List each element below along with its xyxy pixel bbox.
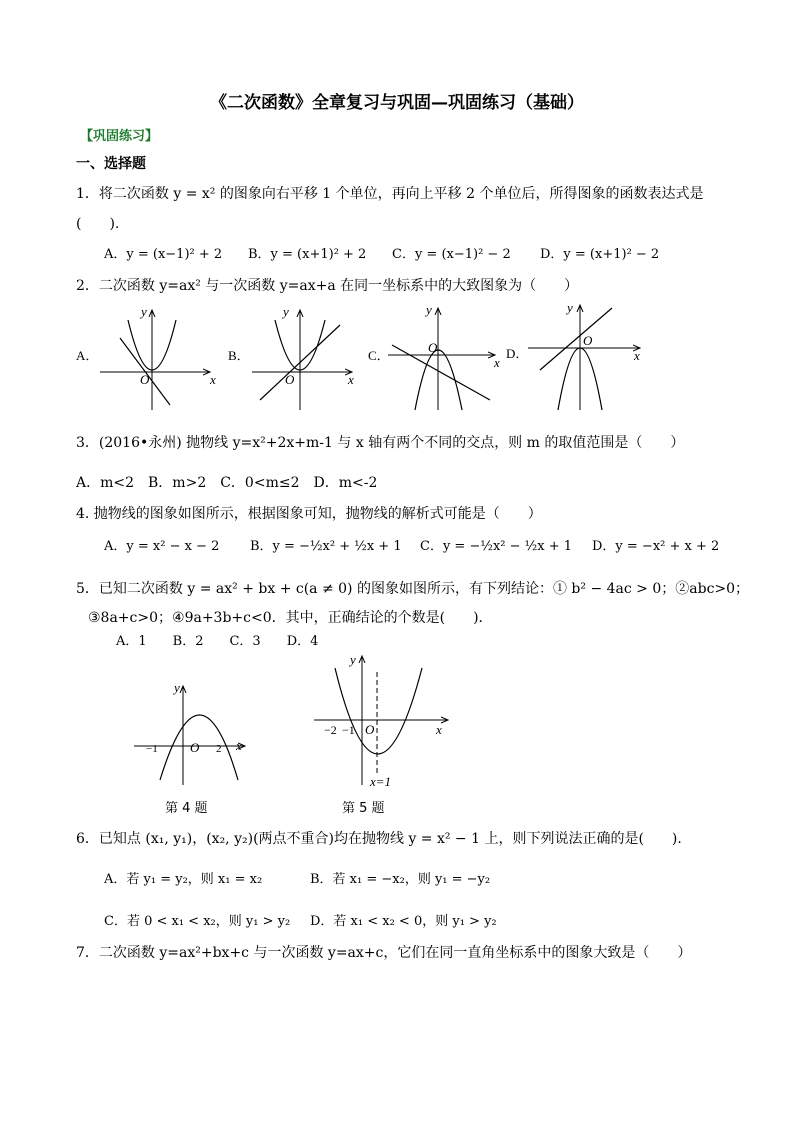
figure-4-caption: 第 4 题 — [165, 801, 208, 816]
question-4-text: 4. 抛物线的图象如图所示，根据图象可知，抛物线的解析式可能是（ ） — [76, 506, 542, 522]
q4-option-a: A．y = x² − x − 2 — [104, 539, 220, 554]
svg-text:x=1: x=1 — [370, 774, 392, 789]
q4-option-b: B．y = −½x² + ½x + 1 — [250, 539, 402, 554]
q4-option-d: D．y = −x² + x + 2 — [592, 539, 720, 554]
q2-figure-c — [368, 302, 500, 410]
svg-text:y: y — [283, 304, 289, 319]
svg-text:x: x — [436, 722, 442, 737]
svg-text:O: O — [428, 340, 438, 355]
question-1-paren: ( ). — [76, 216, 120, 232]
svg-text:x: x — [236, 738, 242, 753]
fig5-parabola — [335, 668, 422, 754]
section-tag: 【巩固练习】 — [80, 129, 159, 144]
q1-option-d: D．y = (x+1)² − 2 — [540, 247, 660, 262]
svg-text:y: y — [350, 652, 356, 667]
svg-text:y: y — [567, 300, 573, 315]
svg-text:x: x — [210, 372, 216, 387]
svg-text:O: O — [365, 722, 375, 737]
q6-option-b: B．若 x₁ = −x₂，则 y₁ = −y₂ — [310, 872, 491, 887]
q1-option-c: C．y = (x−1)² − 2 — [392, 247, 511, 262]
svg-text:y: y — [141, 304, 147, 319]
q2-label-c: C． — [368, 348, 390, 363]
figure-5-caption: 第 5 题 — [342, 801, 385, 816]
question-1-text: 1．将二次函数 y = x² 的图象向右平移 1 个单位，再向上平移 2 个单位后，所得图象的函数表达式是 — [76, 186, 704, 202]
q2-figure-b — [228, 304, 354, 410]
q1-option-b: B．y = (x+1)² + 2 — [248, 247, 367, 262]
svg-text:x: x — [348, 372, 354, 387]
question-3-text: 3．(2016•永州) 抛物线 y=x²+2x+m-1 与 x 轴有两个不同的交点，则 m 的取值范围是（ ） — [76, 435, 685, 451]
q6-option-d: D．若 x₁ < x₂ < 0，则 y₁ > y₂ — [310, 914, 497, 929]
question-7-text: 7．二次函数 y=ax²+bx+c 与一次函数 y=ax+c，它们在同一直角坐标系中的图象大致是（ ） — [76, 945, 692, 961]
q2-label-b: B． — [228, 348, 250, 363]
question-5-options: A．1 B．2 C．3 D．4 — [116, 634, 319, 649]
svg-text:−1: −1 — [342, 723, 355, 737]
q1-option-a: A．y = (x−1)² + 2 — [104, 247, 223, 262]
svg-text:y: y — [426, 302, 432, 317]
q2-label-a: A． — [76, 348, 99, 363]
q4-option-c: C．y = −½x² − ½x + 1 — [420, 539, 573, 554]
figure-4 — [130, 680, 250, 790]
q2d-line — [540, 308, 612, 370]
question-5-text: 5．已知二次函数 y = ax² + bx + c(a ≠ 0) 的图象如图所示，有下列结论：① b² − 4ac > 0；②abc>0； — [76, 581, 750, 597]
q2c-line — [392, 345, 490, 400]
svg-text:O: O — [140, 372, 150, 387]
question-3-options: A．m<2 B．m>2 C．0<m≤2 D．m<-2 — [76, 475, 378, 491]
svg-text:2: 2 — [216, 743, 222, 755]
svg-text:−1: −1 — [146, 743, 158, 755]
q2-label-d: D． — [506, 346, 529, 361]
figure-5 — [310, 650, 455, 790]
svg-text:x: x — [634, 348, 640, 363]
svg-text:−2: −2 — [324, 723, 337, 737]
section-heading: 一、选择题 — [76, 156, 146, 172]
svg-text:O: O — [285, 372, 295, 387]
svg-text:x: x — [494, 355, 500, 370]
q6-option-a: A．若 y₁ = y₂，则 x₁ = x₂ — [104, 872, 263, 887]
q2-figure-d — [506, 300, 640, 410]
question-2-text: 2．二次函数 y=ax² 与一次函数 y=ax+a 在同一坐标系中的大致图象为（ ） — [76, 278, 579, 294]
question-6-text: 6．已知点 (x₁, y₁)，(x₂, y₂)(两点不重合)均在抛物线 y = x² − 1 上，则下列说法正确的是( )． — [76, 831, 692, 847]
q2-figures — [70, 300, 660, 415]
question-5-text-2: ③8a+c>0；④9a+3b+c<0．其中，正确结论的个数是( )． — [88, 610, 493, 626]
q6-option-c: C．若 0 < x₁ < x₂，则 y₁ > y₂ — [104, 914, 291, 929]
svg-text:O: O — [583, 333, 593, 348]
svg-text:O: O — [190, 740, 200, 755]
q2-figure-a — [76, 304, 216, 410]
page-title: 《二次函数》全章复习与巩固—巩固练习（基础） — [210, 93, 584, 113]
svg-text:y: y — [174, 680, 180, 695]
